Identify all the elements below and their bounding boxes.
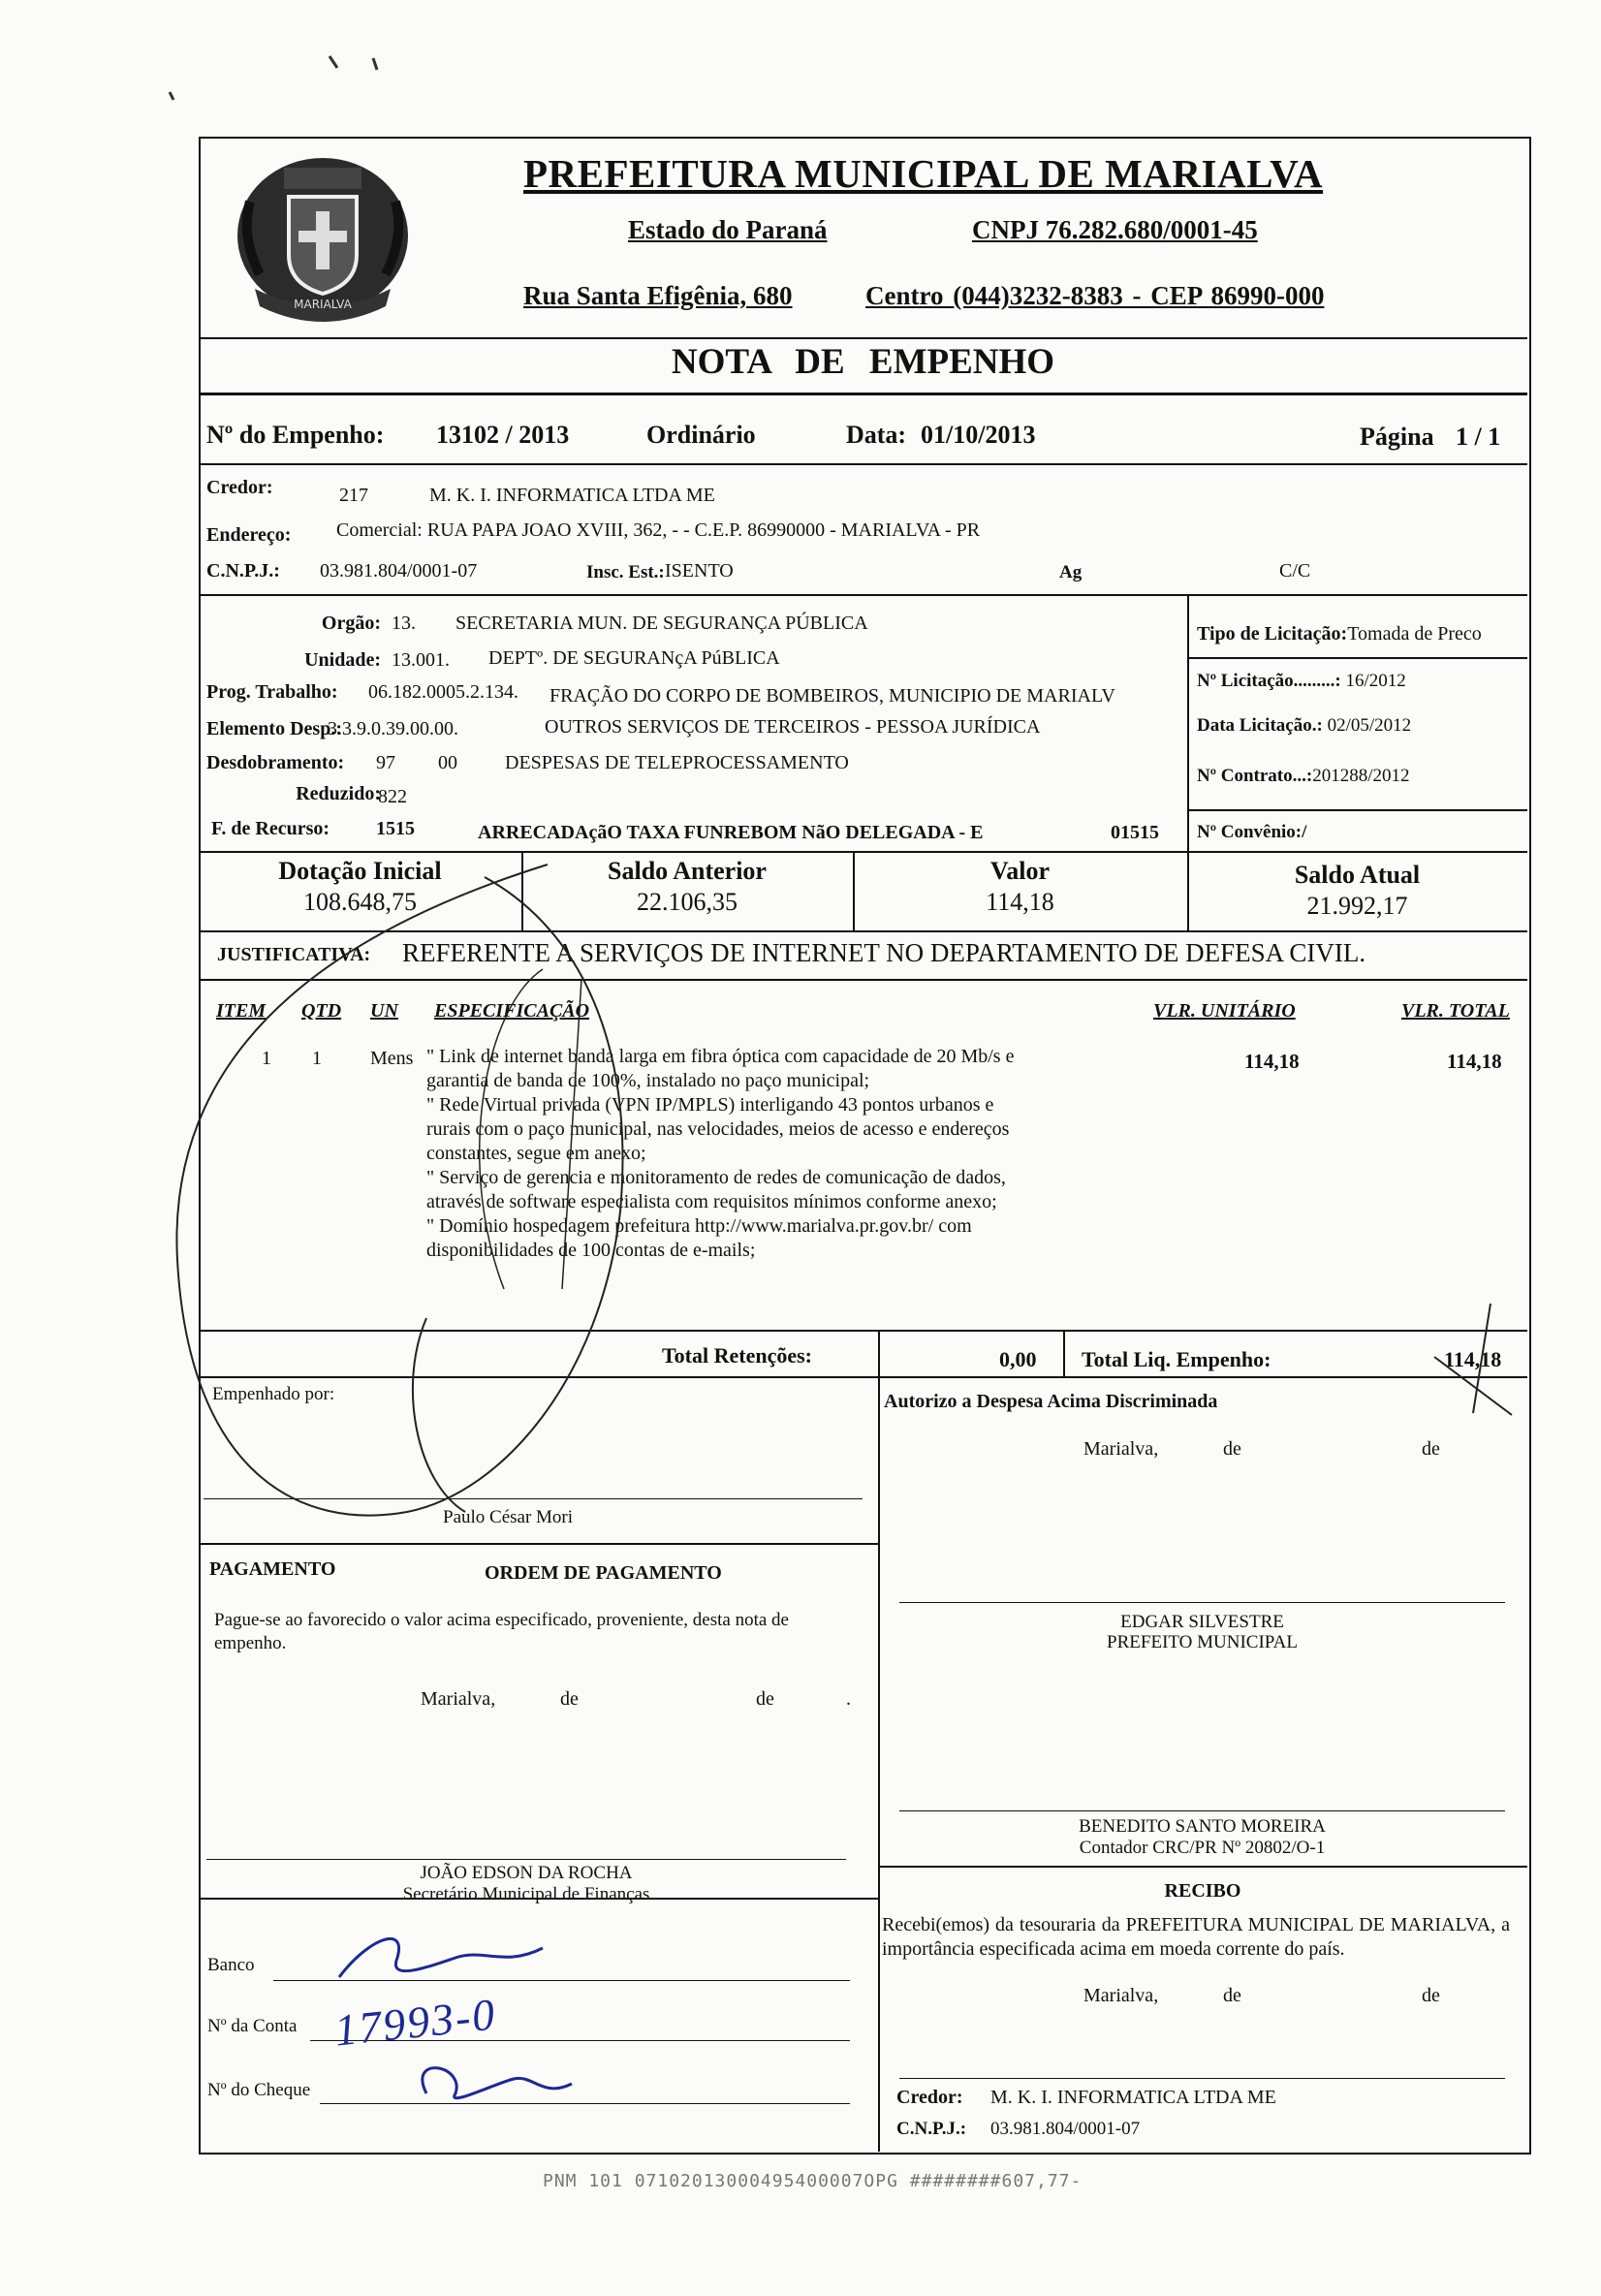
reduzido-code: 822 [378, 786, 407, 807]
saldo-atual-value: 21.992,17 [1306, 892, 1408, 920]
col-un: UN [370, 1000, 398, 1022]
recibo-cnpj-label: C.N.P.J.: [896, 2119, 967, 2139]
saldo-atual-label: Saldo Atual [1294, 861, 1421, 889]
cnpj-label: C.N.P.J.: [206, 560, 280, 582]
empenho-date: 01/10/2013 [921, 421, 1036, 449]
autorizo-de1: de [1223, 1438, 1241, 1460]
dotacao-inicial-label: Dotação Inicial [278, 857, 442, 885]
item-number: 1 [262, 1048, 271, 1069]
spec-line: " Domínio hospedagem prefeitura http://www.marialva.pr.gov.br/ com [426, 1215, 972, 1237]
recibo-credor-name: M. K. I. INFORMATICA LTDA ME [990, 2087, 1276, 2108]
desdobramento-name: DESPESAS DE TELEPROCESSAMENTO [505, 752, 849, 773]
spec-line: constantes, segue em anexo; [426, 1143, 646, 1164]
pagamento-de2: de [756, 1688, 774, 1710]
empenho-type: Ordinário [646, 421, 756, 449]
prog-code: 06.182.0005.2.134. [368, 681, 518, 703]
convenio-label: Nº Convênio:/ [1197, 822, 1307, 842]
item-unit-value: 114,18 [1244, 1050, 1300, 1073]
contrato-number: Nº Contrato...:201288/2012 [1197, 766, 1410, 786]
justificativa-text: REFERENTE A SERVIÇOS DE INTERNET NO DEPARTAMENTO DE DEFESA CIVIL. [402, 938, 1366, 967]
orgao-code: 13. [392, 613, 416, 634]
orgao-label: Orgão: [321, 613, 381, 634]
insc-label: Insc. Est.: [586, 562, 665, 582]
col-qtd: QTD [301, 1000, 342, 1022]
spec-line: rurais com o paço municipal, nas velocidades, meios de acesso e endereços [426, 1118, 1010, 1140]
contador-title: Contador CRC/PR Nº 20802/O-1 [1079, 1838, 1326, 1858]
recibo-credor-label: Credor: [896, 2087, 963, 2108]
recibo-place: Marialva, [1083, 1985, 1159, 2006]
saldo-anterior-value: 22.106,35 [637, 888, 738, 916]
credor-cnpj: 03.981.804/0001-07 [320, 560, 478, 582]
ag-label: Ag [1059, 562, 1083, 582]
unidade-label: Unidade: [304, 649, 381, 671]
spec-line: através de software especialista com requisitos mínimos conforme anexo; [426, 1191, 997, 1212]
autorizo-de2: de [1422, 1438, 1440, 1460]
item-un: Mens [370, 1048, 414, 1069]
valor-label: Valor [989, 857, 1051, 885]
credor-address: Comercial: RUA PAPA JOAO XVIII, 362, - - C.E.P. 86990000 - MARIALVA - PR [336, 519, 981, 541]
desdobramento-label: Desdobramento: [206, 752, 345, 773]
org-contact: Centro (044)3232-8383 - CEP 86990-000 [865, 281, 1325, 310]
item-total-value: 114,18 [1447, 1050, 1502, 1073]
item-qtd: 1 [312, 1048, 322, 1069]
recibo-de2: de [1422, 1985, 1440, 2006]
spec-line: " Rede Virtual privada (VPN IP/MPLS) interligando 43 pontos urbanos e [426, 1094, 994, 1116]
total-retencoes-label: Total Retenções: [662, 1343, 812, 1368]
elemento-name: OUTROS SERVIÇOS DE TERCEIROS - PESSOA JURÍDICA [545, 716, 1041, 738]
credor-code: 217 [339, 485, 368, 506]
elemento-label: Elemento Desp.: [206, 718, 342, 739]
svg-text:MARIALVA: MARIALVA [294, 298, 352, 311]
total-liq-label: Total Liq. Empenho: [1082, 1347, 1271, 1371]
col-vlr-total: VLR. TOTAL [1401, 1000, 1510, 1022]
recurso-code: 1515 [376, 818, 415, 839]
recurso-number: 01515 [1111, 822, 1159, 843]
cc-label: C/C [1279, 560, 1311, 582]
spec-line: disponibilidades de 100 contas de e-mails; [426, 1240, 756, 1261]
insc-value: ISENTO [665, 560, 734, 582]
spec-line: " Serviço de gerencia e monitoramento de redes de comunicação de dados, [426, 1167, 1006, 1188]
credor-name: M. K. I. INFORMATICA LTDA ME [429, 485, 715, 506]
secretario-title: Secretário Municipal de Finanças [402, 1884, 650, 1904]
empenho-date-label: Data: [846, 421, 907, 449]
recibo-cnpj: 03.981.804/0001-07 [990, 2119, 1141, 2139]
recibo-text: Recebi(emos) da tesouraria da PREFEITURA MUNICIPAL DE MARIALVA, a importância especificada acima em moeda corrente do país. [882, 1914, 1510, 1960]
recurso-label: F. de Recurso: [211, 818, 330, 839]
empenho-number: 13102 / 2013 [436, 421, 570, 449]
elemento-code: 3.3.9.0.39.00.00. [328, 718, 458, 739]
licitacao-date: Data Licitação.: 02/05/2012 [1197, 715, 1412, 736]
orgao-name: SECRETARIA MUN. DE SEGURANÇA PÚBLICA [455, 613, 868, 634]
spec-line: " Link de internet banda larga em fibra óptica com capacidade de 20 Mb/s e [426, 1046, 1015, 1067]
prefeito-title: PREFEITO MUNICIPAL [1107, 1632, 1298, 1652]
prog-name: FRAÇÃO DO CORPO DE BOMBEIROS, MUNICIPIO DE MARIALV [549, 685, 1115, 707]
banco-label: Banco [207, 1955, 255, 1975]
secretario-name: JOÃO EDSON DA ROCHA [420, 1863, 633, 1883]
licitacao-number: Nº Licitação.........: 16/2012 [1197, 671, 1406, 691]
ordem-pagamento-label: ORDEM DE PAGAMENTO [485, 1562, 722, 1584]
state-name: Estado do Paraná [628, 215, 828, 244]
autorizo-place: Marialva, [1083, 1438, 1159, 1460]
conta-label: Nº da Conta [207, 2016, 298, 2036]
reduzido-label: Reduzido: [296, 783, 381, 804]
handwritten-account-number: 17993-0 [331, 1989, 499, 2056]
spec-line: garantia de banda de 100%, instalado no paço municipal; [426, 1070, 870, 1091]
desdobramento-sub: 00 [438, 752, 457, 773]
saldo-anterior-label: Saldo Anterior [608, 857, 767, 885]
col-item: ITEM [216, 1000, 267, 1022]
recurso-name: ARRECADAçãO TAXA FUNREBOM NãO DELEGADA - E [478, 822, 984, 843]
justificativa-label: JUSTIFICATIVA: [217, 944, 371, 965]
pagamento-label: PAGAMENTO [209, 1558, 336, 1580]
address-label: Endereço: [206, 524, 292, 546]
pagamento-text: Pague-se ao favorecido o valor acima especificado, proveniente, desta nota de empenho. [214, 1610, 789, 1653]
pagamento-place: Marialva, [421, 1688, 496, 1710]
page-number: 1 / 1 [1456, 423, 1501, 451]
empenhado-label: Empenhado por: [212, 1384, 335, 1404]
credor-label: Credor: [206, 477, 273, 498]
org-address: Rua Santa Efigênia, 680 [523, 281, 793, 310]
org-title: PREFEITURA MUNICIPAL DE MARIALVA [523, 151, 1324, 196]
pagamento-dot: . [846, 1688, 851, 1710]
tipo-licitacao-label: Tipo de Licitação:Tomada de Preco [1197, 623, 1482, 645]
contador-name: BENEDITO SANTO MOREIRA [1079, 1816, 1326, 1837]
valor-value: 114,18 [986, 888, 1054, 916]
recibo-de1: de [1223, 1985, 1241, 2006]
prog-label: Prog. Trabalho: [206, 681, 338, 703]
pagamento-de1: de [560, 1688, 579, 1710]
total-liq-value: 114,18 [1444, 1347, 1502, 1371]
unidade-code: 13.001. [392, 649, 450, 671]
col-vlr-unitario: VLR. UNITÁRIO [1153, 1000, 1296, 1022]
page-label: Página [1360, 423, 1434, 451]
empenhado-name: Paulo César Mori [443, 1507, 574, 1527]
empenho-number-label: Nº do Empenho: [206, 421, 385, 449]
org-cnpj: CNPJ 76.282.680/0001-45 [972, 215, 1258, 244]
dotacao-inicial-value: 108.648,75 [303, 888, 417, 916]
prefeito-name: EDGAR SILVESTRE [1120, 1612, 1284, 1632]
cheque-label: Nº do Cheque [207, 2080, 311, 2100]
desdobramento-code: 97 [376, 752, 395, 773]
autorizo-label: Autorizo a Despesa Acima Discriminada [884, 1391, 1218, 1412]
doc-title: NOTA DE EMPENHO [671, 342, 1055, 382]
col-especificacao: ESPECIFICAÇÃO [434, 1000, 590, 1022]
recibo-label: RECIBO [1164, 1880, 1241, 1902]
total-retencoes-value: 0,00 [999, 1347, 1037, 1371]
unidade-name: DEPTº. DE SEGURANçA PúBLICA [488, 647, 780, 669]
footer-code: PNM 101 07102013000495400007OPG ########607,77- [543, 2171, 1083, 2191]
